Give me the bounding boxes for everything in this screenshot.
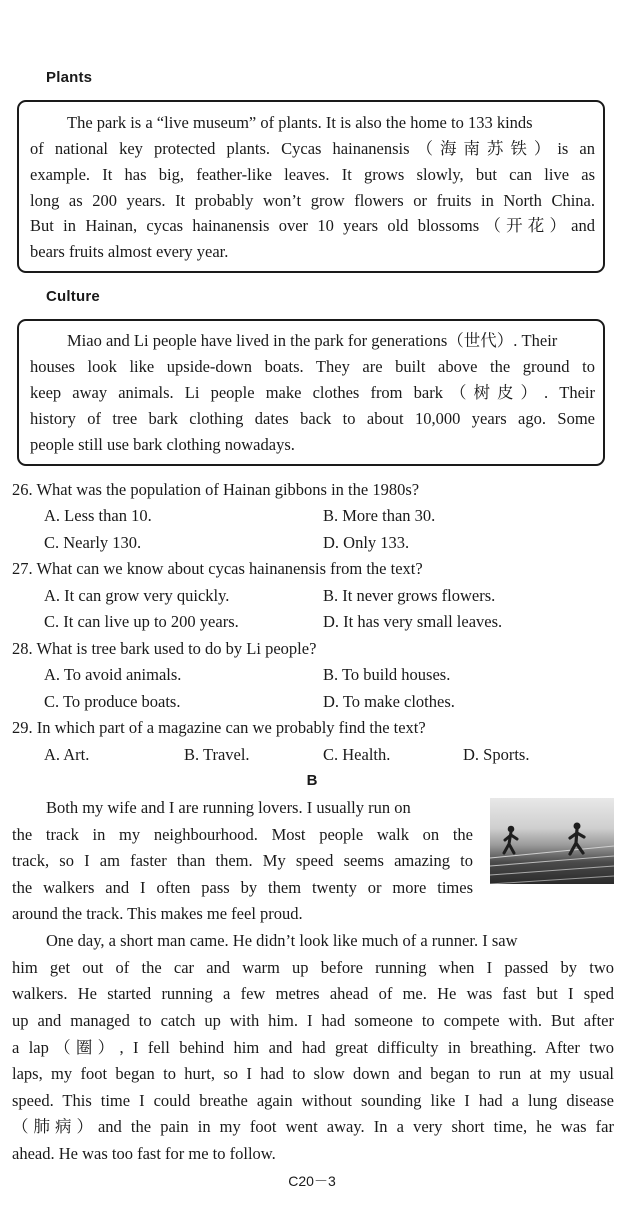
b-para1-line-3: track, so I am faster than them. My speed seems amazing to bbox=[12, 851, 473, 870]
q27-option-a: A. It can grow very quickly. bbox=[44, 586, 230, 605]
plants-line-4: long as 200 years. It probably won’t grow flowers or fruits in North China. bbox=[30, 191, 595, 210]
b-para2-line-2: him get out of the car and warm up before running when I passed by two bbox=[12, 958, 614, 977]
b-para2-line-7: speed. This time I could breathe again without sounding like I had a lung disease bbox=[12, 1091, 614, 1110]
q26-option-a: A. Less than 10. bbox=[44, 506, 152, 525]
b-para2-line-4: up and managed to catch up with him. I had someone to compete with. But after bbox=[12, 1011, 614, 1030]
culture-line-3: keep away animals. Li people make clothes from bark（树皮）. Their bbox=[30, 383, 595, 402]
page-code: C20－3 bbox=[288, 1173, 336, 1189]
culture-line-5: people still use bark clothing nowadays. bbox=[30, 435, 295, 454]
q29-option-c: C. Health. bbox=[323, 745, 391, 764]
plants-line-3: example. It has big, feather-like leaves. It grows slowly, but can live as bbox=[30, 165, 595, 184]
b-para1-line-4: the walkers and I often pass by them twenty or more times bbox=[12, 878, 473, 897]
b-para2-line-6: laps, my foot began to hurt, so I had to slow down and began to run at my usual bbox=[12, 1064, 614, 1083]
runners-photo bbox=[490, 798, 614, 884]
q27-option-d: D. It has very small leaves. bbox=[323, 612, 503, 631]
q26-option-c: C. Nearly 130. bbox=[44, 533, 142, 552]
culture-line-1: Miao and Li people have lived in the park for generations（世代）. Their bbox=[67, 331, 558, 350]
question-27: 27. What can we know about cycas hainanensis from the text? bbox=[12, 559, 423, 578]
question-29: 29. In which part of a magazine can we probably find the text? bbox=[12, 718, 426, 737]
culture-heading: Culture bbox=[46, 288, 100, 305]
plants-line-1: The park is a “live museum” of plants. It is also the home to 133 kinds bbox=[67, 113, 533, 132]
q28-option-a: A. To avoid animals. bbox=[44, 665, 182, 684]
b-para2-line-8: （肺病）and the pain in my foot went away. In a very short time, he was far bbox=[12, 1117, 614, 1136]
plants-line-5: But in Hainan, cycas hainanensis over 10 years old blossoms（开花）and bbox=[30, 216, 595, 235]
b-para1-line-5: around the track. This makes me feel proud. bbox=[12, 904, 303, 923]
q28-option-d: D. To make clothes. bbox=[323, 692, 455, 711]
q28-option-b: B. To build houses. bbox=[323, 665, 451, 684]
section-b-label: B bbox=[306, 772, 318, 789]
question-26: 26. What was the population of Hainan gibbons in the 1980s? bbox=[12, 480, 420, 499]
q27-option-c: C. It can live up to 200 years. bbox=[44, 612, 239, 631]
b-para1-line-2: the track in my neighbourhood. Most people walk on the bbox=[12, 825, 473, 844]
b-para1-line-1: Both my wife and I are running lovers. I usually run on bbox=[46, 798, 411, 817]
culture-line-4: history of tree bark clothing dates back to about 10,000 years ago. Some bbox=[30, 409, 595, 428]
q27-option-b: B. It never grows flowers. bbox=[323, 586, 496, 605]
q29-option-d: D. Sports. bbox=[463, 745, 530, 764]
q26-option-d: D. Only 133. bbox=[323, 533, 410, 552]
question-28: 28. What is tree bark used to do by Li people? bbox=[12, 639, 317, 658]
b-para2-line-3: walkers. He started running a few metres ahead of me. He was fast but I sped bbox=[12, 984, 614, 1003]
q29-option-a: A. Art. bbox=[44, 745, 90, 764]
b-para2-line-1: One day, a short man came. He didn’t look like much of a runner. I saw bbox=[46, 931, 518, 950]
b-para2-line-9: ahead. He was too fast for me to follow. bbox=[12, 1144, 276, 1163]
q26-option-b: B. More than 30. bbox=[323, 506, 436, 525]
culture-line-2: houses look like upside-down boats. They are built above the ground to bbox=[30, 357, 595, 376]
q28-option-c: C. To produce boats. bbox=[44, 692, 181, 711]
plants-heading: Plants bbox=[46, 69, 93, 86]
plants-line-2: of national key protected plants. Cycas hainanensis（海南苏铁）is an bbox=[30, 139, 595, 158]
q29-option-b: B. Travel. bbox=[184, 745, 250, 764]
b-para2-line-5: a lap（圈）, I fell behind him and had great difficulty in breathing. After two bbox=[12, 1038, 614, 1057]
plants-line-6: bears fruits almost every year. bbox=[30, 242, 229, 261]
